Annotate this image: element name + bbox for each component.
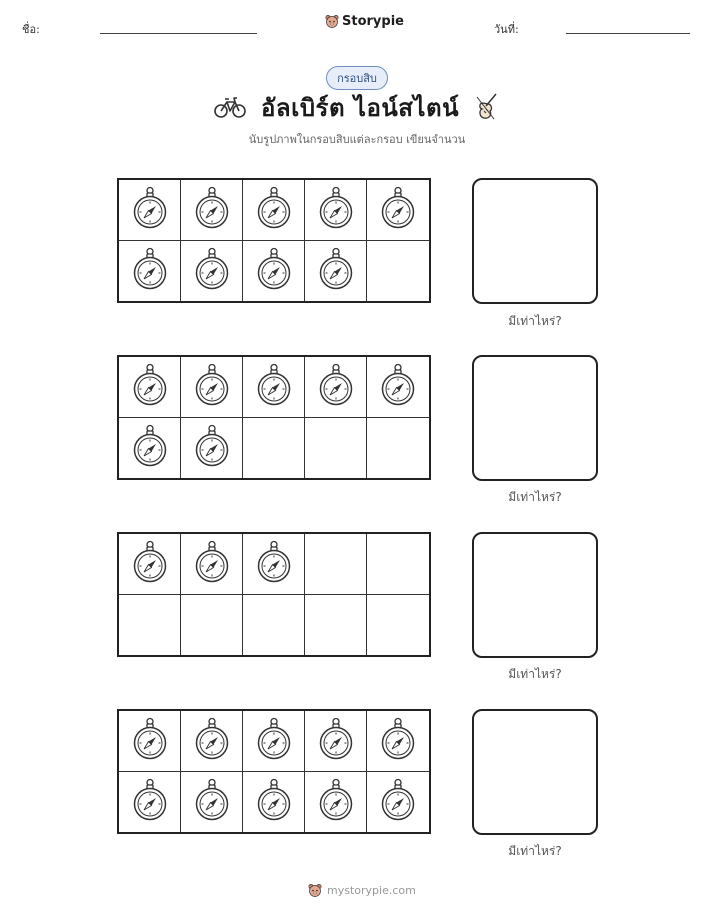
date-label: วันที่: [494,23,519,36]
frame-cell [243,180,305,241]
frame-cell [305,711,367,772]
compass-icon [318,778,354,826]
compass-icon [256,540,292,588]
frame-cell [367,180,429,241]
instructions: นับรูปภาพในกรอบสิบแต่ละกรอบ เขียนจำนวน [248,133,466,146]
answer-box-4[interactable] [472,709,598,835]
frame-cell [305,595,367,656]
how-many-label-1: มีเท่าไหร่? [508,314,562,328]
frame-cell [305,241,367,302]
mascot-icon [325,14,339,29]
compass-icon [194,186,230,234]
how-many-label-2: มีเท่าไหร่? [508,490,562,504]
ten-frame-2 [117,355,431,480]
compass-icon [318,363,354,411]
frame-cell [243,772,305,833]
frame-cell [305,357,367,418]
page-title: อัลเบิร์ต ไอน์สไตน์ [261,93,459,122]
compass-icon [132,778,168,826]
compass-icon [132,717,168,765]
answer-box-1[interactable] [472,178,598,304]
compass-icon [318,186,354,234]
frame-cell [181,241,243,302]
compass-icon [256,363,292,411]
compass-icon [194,424,230,472]
ten-frame-1 [117,178,431,303]
frame-cell [367,357,429,418]
compass-icon [256,247,292,295]
compass-icon [380,717,416,765]
frame-cell [119,711,181,772]
how-many-label-4: มีเท่าไหร่? [508,844,562,858]
frame-cell [305,772,367,833]
compass-icon [380,778,416,826]
frame-cell [305,418,367,479]
compass-icon [380,363,416,411]
answer-box-2[interactable] [472,355,598,481]
frame-cell [119,772,181,833]
compass-icon [318,717,354,765]
date-line [566,33,690,34]
frame-cell [181,180,243,241]
compass-icon [256,778,292,826]
frame-cell [367,772,429,833]
frame-cell [367,534,429,595]
compass-icon [132,540,168,588]
compass-icon [380,186,416,234]
frame-cell [181,357,243,418]
frame-cell [243,357,305,418]
brand-logo [325,14,404,29]
title-row [214,88,500,126]
frame-cell [181,534,243,595]
frame-cell [119,418,181,479]
compass-icon [194,363,230,411]
frame-cell [119,357,181,418]
frame-cell [243,241,305,302]
frame-cell [367,241,429,302]
name-line [100,33,257,34]
frame-cell [367,711,429,772]
compass-icon [132,363,168,411]
frame-cell [181,711,243,772]
compass-icon [132,424,168,472]
frame-cell [119,180,181,241]
frame-cell [119,595,181,656]
compass-icon [256,186,292,234]
compass-icon [194,247,230,295]
brand-name: Storypie [342,14,404,29]
mascot-icon [308,883,322,898]
violin-icon [474,91,500,123]
worksheet-tag: กรอบสิบ [326,66,388,90]
frame-cell [181,772,243,833]
frame-cell [181,595,243,656]
frame-cell [367,418,429,479]
frame-cell [243,534,305,595]
how-many-label-3: มีเท่าไหร่? [508,667,562,681]
frame-cell [243,595,305,656]
frame-cell [305,180,367,241]
ten-frame-3 [117,532,431,657]
compass-icon [194,540,230,588]
frame-cell [243,418,305,479]
frame-cell [119,534,181,595]
frame-cell [243,711,305,772]
compass-icon [132,186,168,234]
compass-icon [194,778,230,826]
footer [308,883,416,898]
compass-icon [194,717,230,765]
frame-cell [305,534,367,595]
compass-icon [256,717,292,765]
ten-frame-4 [117,709,431,834]
bicycle-icon [214,95,246,119]
footer-url: mystorypie.com [327,884,416,897]
frame-cell [181,418,243,479]
compass-icon [318,247,354,295]
frame-cell [119,241,181,302]
frame-cell [367,595,429,656]
answer-box-3[interactable] [472,532,598,658]
compass-icon [132,247,168,295]
name-label: ชื่อ: [22,23,40,36]
